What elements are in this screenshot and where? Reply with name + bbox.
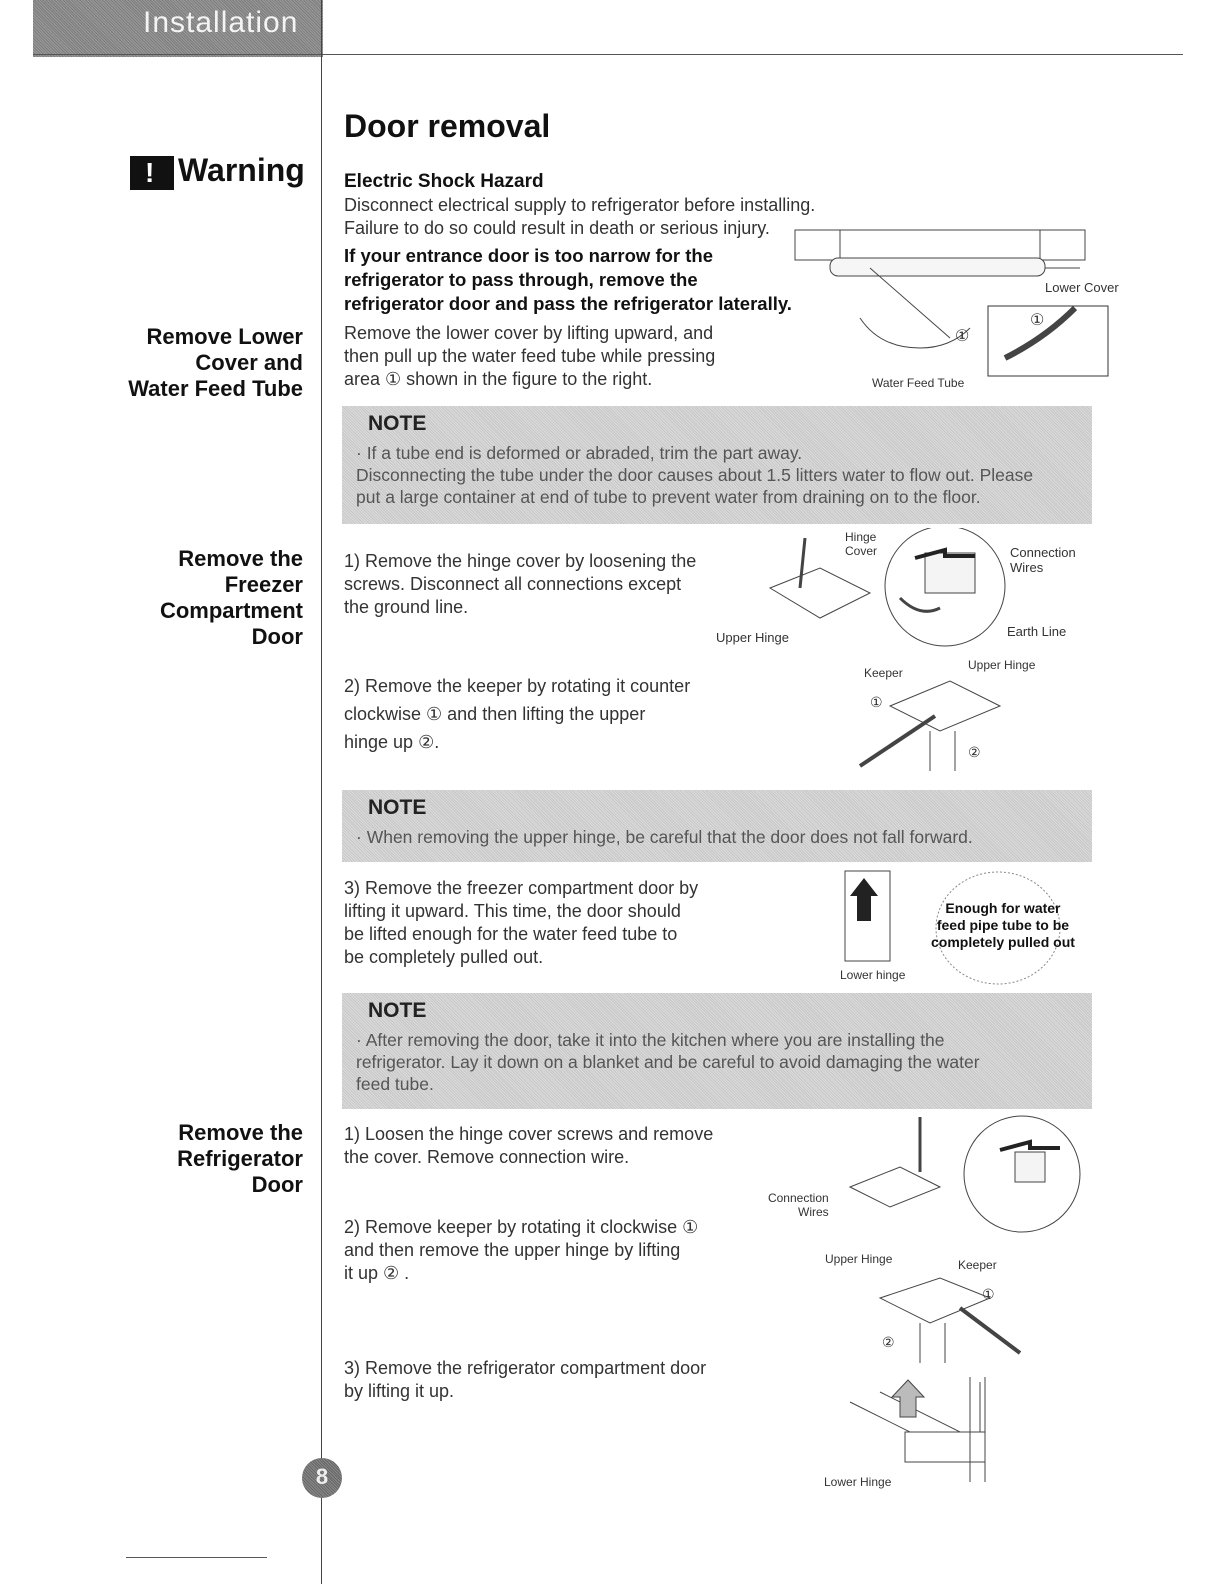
- upper-hinge-label: Upper Hinge: [716, 630, 789, 645]
- refrigerator-keeper-illustration: [820, 1248, 1040, 1368]
- freezer-step-3: 3) Remove the freezer compartment door by lifting it upward. This time, the door should be lifted enough for the water feed tube to be completely pulled out.: [344, 878, 699, 967]
- note-box: [342, 406, 1092, 524]
- note-heading: NOTE: [368, 999, 427, 1022]
- refrigerator-hinge-figure: [760, 1112, 1090, 1242]
- section-title: Installation: [143, 6, 299, 39]
- lower-cover-illustration: [790, 228, 1130, 398]
- keeper-label: Keeper: [864, 666, 903, 680]
- callout-text: Enough for water feed pipe tube to be completely pulled out: [931, 900, 1075, 950]
- connection-wires-label: Connection Wires: [767, 1191, 829, 1219]
- warning-label: [130, 154, 310, 194]
- water-feed-tube-label: Water Feed Tube: [872, 376, 965, 390]
- earth-line-label: Earth Line: [1007, 624, 1067, 639]
- header-rule: [33, 54, 1183, 55]
- hazard-line: Disconnect electrical supply to refrigerator before installing.: [344, 195, 816, 215]
- refrigerator-lift-figure: [820, 1372, 1040, 1497]
- side-heading-freezer: Remove the Freezer Compartment Door: [159, 546, 303, 649]
- lower-hinge-label: Lower hinge: [840, 968, 906, 982]
- freezer-step-1: 1) Remove the hinge cover by loosening the screws. Disconnect all connections except the ground line.: [344, 551, 697, 617]
- lower-cover-label: Lower Cover: [1045, 280, 1119, 295]
- callout-number: ①: [870, 694, 883, 710]
- refrigerator-step-2: 2) Remove keeper by rotating it clockwise ① and then remove the upper hinge by lifting it up ② .: [344, 1217, 699, 1283]
- lower-cover-figure: [790, 228, 1130, 398]
- hazard-heading: Electric Shock Hazard: [344, 171, 544, 192]
- upper-hinge-label: Upper Hinge: [825, 1252, 893, 1266]
- hazard-block: [344, 170, 815, 391]
- page-title: Door removal: [344, 108, 551, 144]
- lower-cover-text: then pull up the water feed tube while pressing: [344, 346, 716, 366]
- side-heading-lower-cover: Remove Lower Cover and Water Feed Tube: [128, 324, 303, 401]
- warning-text: Warning: [178, 152, 305, 188]
- lift-door-figure: [820, 866, 1080, 986]
- keeper-label: Keeper: [958, 1258, 997, 1272]
- note-body: · When removing the upper hinge, be careful that the door does not fall forward.: [356, 827, 973, 847]
- side-heading-refrigerator: Remove the Refrigerator Door: [177, 1120, 303, 1197]
- callout-number: ①: [982, 1286, 995, 1302]
- refrigerator-keeper-figure: [820, 1248, 1040, 1368]
- refrigerator-step-1: 1) Loosen the hinge cover screws and remove the cover. Remove connection wire.: [344, 1124, 714, 1167]
- footer-link-line: [126, 1557, 267, 1558]
- note-heading: NOTE: [368, 796, 427, 819]
- keeper-figure: [840, 656, 1070, 776]
- note-box: [342, 790, 1092, 862]
- section-header-tab: [33, 0, 323, 57]
- page-number: 8: [315, 1464, 329, 1489]
- hinge-cover-figure: [710, 528, 1090, 658]
- refrigerator-hinge-illustration: [760, 1112, 1090, 1242]
- hazard-bold-line: refrigerator to pass through, remove the: [344, 269, 698, 290]
- note-box: [342, 993, 1092, 1109]
- hinge-cover-label: Hinge Cover: [845, 530, 878, 558]
- hazard-bold-line: refrigerator door and pass the refrigerator laterally.: [344, 293, 792, 314]
- callout-number: ①: [955, 328, 970, 345]
- upper-hinge-label: Upper Hinge: [968, 658, 1036, 672]
- connection-wires-label: Connection Wires: [1010, 545, 1076, 575]
- note-heading: NOTE: [368, 412, 427, 435]
- lower-cover-text: area ① shown in the figure to the right.: [344, 369, 653, 389]
- hazard-bold-line: If your entrance door is too narrow for the: [344, 245, 714, 266]
- callout-number: ②: [882, 1334, 895, 1350]
- refrigerator-step-3: 3) Remove the refrigerator compartment door by lifting it up.: [344, 1358, 707, 1401]
- lower-hinge-label: Lower Hinge: [824, 1475, 892, 1489]
- callout-number: ①: [1030, 312, 1045, 329]
- lower-cover-text: Remove the lower cover by lifting upward, and: [344, 323, 714, 343]
- column-divider: [321, 0, 322, 1584]
- hazard-line: Failure to do so could result in death or serious injury.: [344, 218, 770, 238]
- note-body: · If a tube end is deformed or abraded, trim the part away. Disconnecting the tube under the door causes about 1.5 litters water to flow out. Please put a large container at end of tube to prevent water from draining on to the floor.: [356, 443, 1034, 507]
- freezer-step-2: 2) Remove the keeper by rotating it counter clockwise ① and then lifting the upper hinge up ②.: [344, 676, 691, 752]
- callout-number: ②: [968, 744, 981, 760]
- warning-icon: !: [130, 156, 174, 190]
- note-body: · After removing the door, take it into the kitchen where you are installing the refrigerator. Lay it down on a blanket and be careful to avoid damaging the water feed tube.: [356, 1030, 980, 1094]
- page-number-badge: [302, 1458, 342, 1498]
